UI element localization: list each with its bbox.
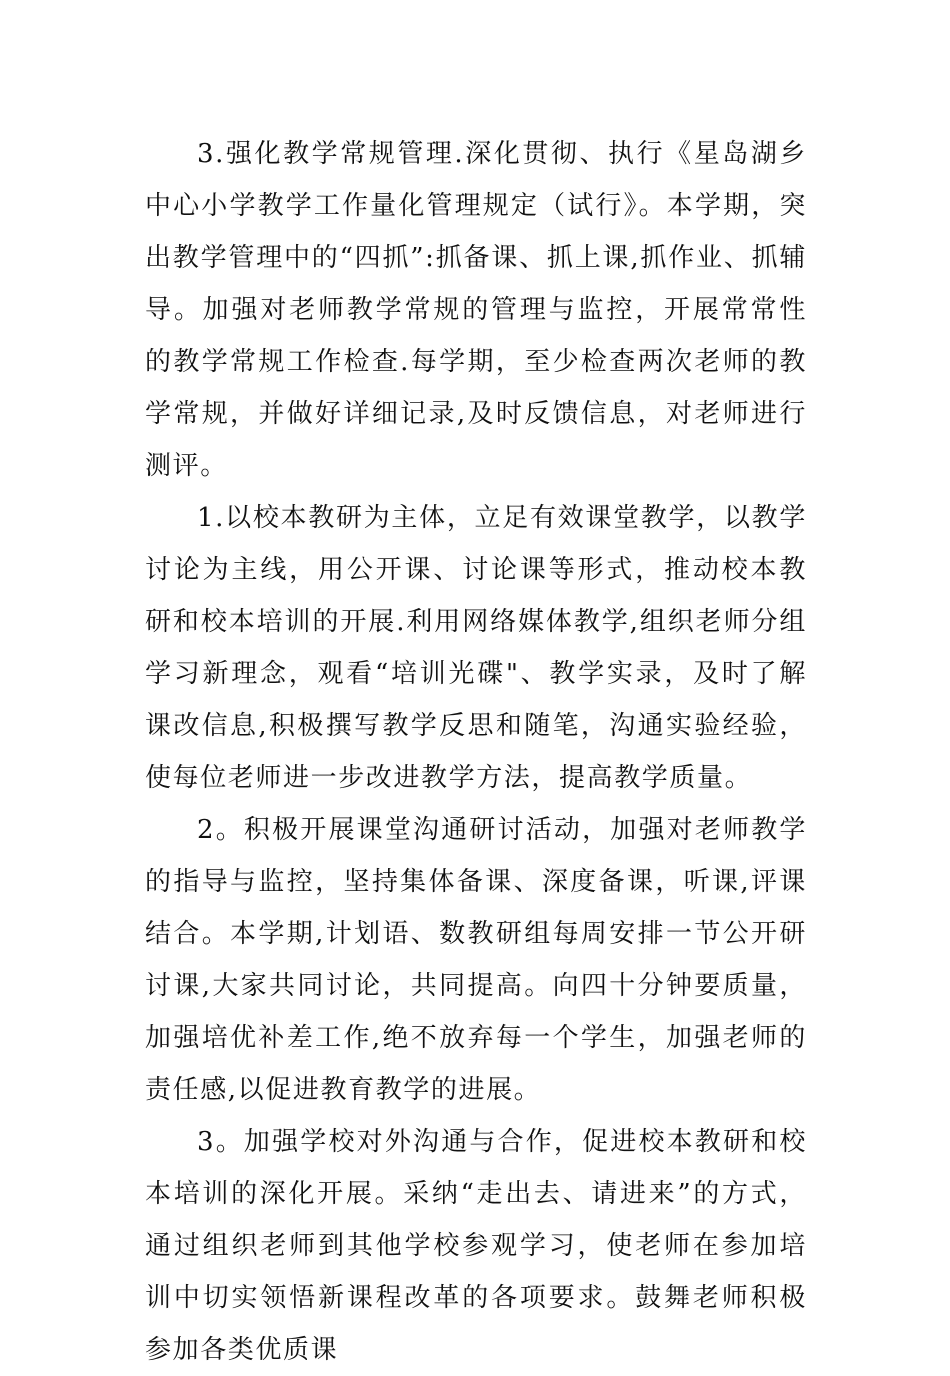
paragraph-classroom-communication: 2。积极开展课堂沟通研讨活动，加强对老师教学的指导与监控，坚持集体备课、深度备课，听课,评课结合。本学期,计划语、数教研组每周安排一节公开研讨课,大家共同讨论，共同提高。向四十分钟要质量，加强培优补差工作,绝不放弃每一个学生，加强老师的责任感,以促进教育教学的进展。	[145, 815, 807, 1105]
document-body	[145, 128, 807, 1376]
paragraph-external-cooperation: 3。加强学校对外沟通与合作，促进校本教研和校本培训的深化开展。采纳“走出去、请进来”的方式，通过组织老师到其他学校参观学习，使老师在参加培训中切实领悟新课程改革的各项要求。鼓舞老师积极参加各类优质课	[145, 1127, 808, 1365]
paragraph-school-based-research: 1.以校本教研为主体，立足有效课堂教学，以教学讨论为主线，用公开课、讨论课等形式，推动校本教研和校本培训的开展.利用网络媒体教学,组织老师分组学习新理念，观看“培训光碟"、教学实录，及时了解课改信息,积极撰写教学反思和随笔，沟通实验经验，使每位老师进一步改进教学方法，提高教学质量。	[145, 503, 807, 793]
paragraph-teaching-routine: 3.强化教学常规管理.深化贯彻、执行《星岛湖乡中心小学教学工作量化管理规定（试行》。本学期，突出教学管理中的“四抓”:抓备课、抓上课,抓作业、抓辅导。加强对老师教学常规的管理与监控，开展常常性的教学常规工作检查.每学期，至少检查两次老师的教学常规，并做好详细记录,及时反馈信息，对老师进行测评。	[145, 139, 807, 481]
